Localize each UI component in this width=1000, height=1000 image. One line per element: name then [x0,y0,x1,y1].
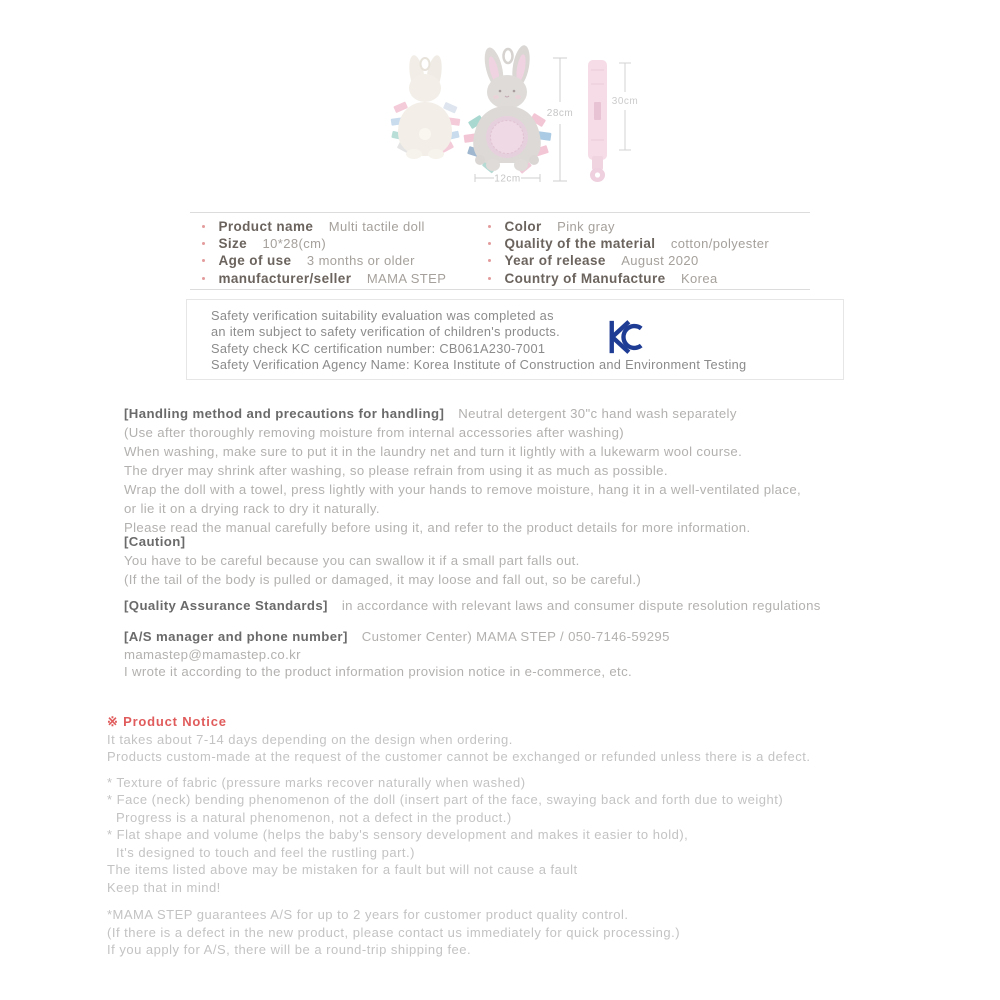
notice-line: It takes about 7-14 days depending on the design when ordering. [107,731,513,747]
bunny-front-view-image [464,44,552,174]
product-notice-heading: ※ Product Notice [107,714,227,729]
safety-line: Safety check KC certification number: CB061A230-7001 [211,340,546,356]
handling-line: When washing, make sure to put it in the laundry net and turn it lightly with a lukewarm wool course. [124,444,743,459]
caution-section [124,532,924,589]
quality-assurance-section [124,596,924,615]
as-heading: [A/S manager and phone number] [124,629,348,644]
caution-heading-line [124,532,924,551]
notice-line: Products custom-made at the request of the customer cannot be exchanged or refunded unless there is a defect. [107,749,811,764]
spec-value: Pink gray [557,219,615,234]
strap-image [588,60,607,182]
product-notice-section [107,713,927,959]
notice-line: Progress is a natural phenomenon, not a defect in the product.) [116,809,512,825]
bullet-icon [202,277,205,280]
notice-line: (If there is a defect in the new product, please contact us immediately for quick processing.) [107,924,681,940]
spec-row-manufacturer [202,270,446,287]
notice-line: Keep that in mind! [107,879,221,895]
product-photo-area [368,44,663,196]
spec-row-country [488,270,769,287]
spec-value: Multi tactile doll [328,219,425,234]
notice-line: *MAMA STEP guarantees A/S for up to 2 years for customer product quality control. [107,907,629,922]
quality-line [124,596,924,615]
notice-line: * Face (neck) bending phenomenon of the doll (insert part of the face, swaying back and forth due to weight) [107,792,784,807]
height-dimension-label: 28cm [546,108,574,119]
handling-line: Please read the manual carefully before using it, and refer to the product details for more information. [124,520,751,535]
spec-value: Korea [680,270,718,286]
as-heading-line [124,627,924,646]
safety-line: an item subject to safety verification of children's products. [211,324,560,340]
spec-right-column [488,218,769,287]
spec-row-color [488,218,769,235]
spec-row-year-of-release [488,252,769,269]
spec-row-product-name [202,218,446,235]
handling-heading-line [124,404,924,423]
handling-intro: Neutral detergent 30"c hand wash separately [458,406,737,421]
bullet-icon [488,225,491,228]
spec-value: cotton/polyester [670,236,770,252]
spec-row-age-of-use [202,252,446,269]
spec-label: Year of release [504,253,606,269]
height-dimension-marker [553,58,567,181]
spec-label: Country of Manufacture [504,270,666,286]
spacer [107,766,927,774]
spec-value: 10*28(cm) [262,236,327,252]
as-manager-section [124,627,924,680]
safety-verification-box [186,299,844,380]
caution-line: (If the tail of the body is pulled or damaged, it may loose and fall out, so be careful.) [124,572,642,587]
bunny-back-view-image [391,54,461,159]
notice-line: It's designed to touch and feel the rustling part.) [116,844,415,860]
notice-line: * Texture of fabric (pressure marks recover naturally when washed) [107,774,526,790]
notice-line: * Flat shape and volume (helps the baby's sensory development and makes it easier to hold), [107,827,689,842]
as-note: I wrote it according to the product information provision notice in e-commerce, etc. [124,664,633,679]
safety-line: Safety Verification Agency Name: Korea Institute of Construction and Environment Testing [211,356,747,372]
bullet-icon [488,259,491,262]
notice-line: The items listed above may be mistaken for a fault but will not cause a fault [107,862,578,877]
product-illustration [368,44,663,196]
handling-line: (Use after thoroughly removing moisture from internal accessories after washing) [124,425,625,440]
spec-label: Size [218,236,248,252]
handling-section [124,404,924,537]
product-spec-table [190,212,810,290]
kc-certification-mark-icon [607,319,645,360]
bullet-icon [202,225,205,228]
safety-line: Safety verification suitability evaluation was completed as [211,308,554,323]
handling-heading: [Handling method and precautions for handling] [124,406,445,421]
spacer [107,896,927,906]
bullet-icon [488,277,491,280]
quality-text: in accordance with relevant laws and consumer dispute resolution regulations [341,598,821,613]
caution-heading: [Caution] [124,534,186,549]
handling-line: or lie it on a drying rack to dry it naturally. [124,501,380,516]
spec-row-material [488,235,769,252]
handling-line: Wrap the doll with a towel, press lightly with your hands to remove moisture, hang it in a well-ventilated place, [124,482,802,497]
spec-row-size [202,235,446,252]
notice-line: If you apply for A/S, there will be a round-trip shipping fee. [107,942,472,957]
spec-label: Age of use [218,253,292,269]
spec-label: Product name [218,219,314,234]
spec-value: 3 months or older [306,253,415,269]
strap-dimension-label: 30cm [611,96,639,107]
width-dimension-label: 12cm [494,173,521,185]
quality-heading: [Quality Assurance Standards] [124,598,328,613]
caution-line: You have to be careful because you can swallow it if a small part falls out. [124,553,580,568]
spec-label: Color [504,219,542,234]
as-contact: Customer Center) MAMA STEP / 050-7146-59295 [361,629,670,644]
handling-line: The dryer may shrink after washing, so please refrain from using it as much as possible. [124,463,668,478]
bullet-icon [488,242,491,245]
spec-value: MAMA STEP [366,270,447,286]
as-email: mamastep@mamastep.co.kr [124,647,301,662]
spec-left-column [202,218,446,287]
safety-verification-text [211,308,746,373]
bullet-icon [202,242,205,245]
spec-label: Quality of the material [504,236,656,252]
bullet-icon [202,259,205,262]
spec-label: manufacturer/seller [218,270,352,286]
spec-value: August 2020 [621,253,699,269]
